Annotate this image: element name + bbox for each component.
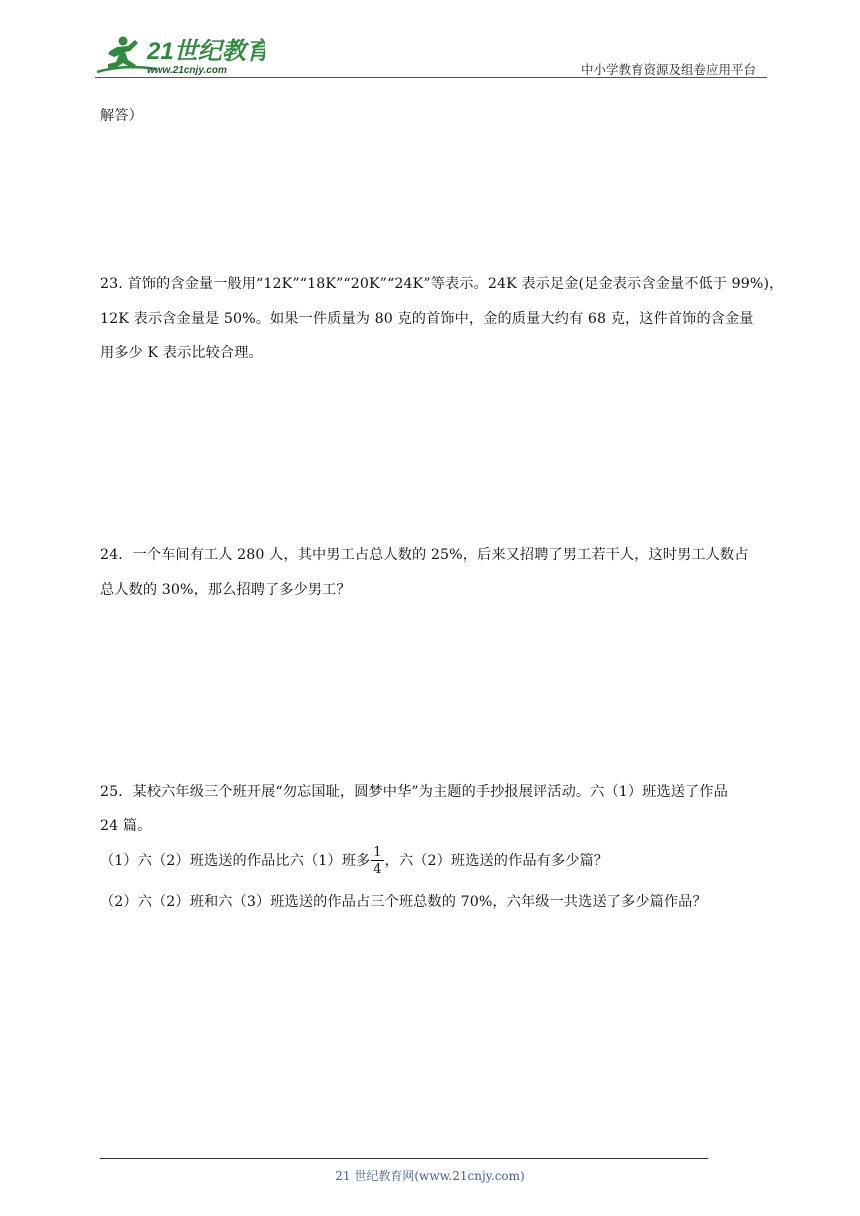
question-24-line-2: 总人数的 30%，那么招聘了多少男工？	[100, 582, 351, 598]
question-25-sub-1	[100, 846, 608, 876]
sub-1-text-before: （1）六（2）班选送的作品比六（1）班多	[100, 853, 371, 869]
question-25-line-1: 25．某校六年级三个班开展“勿忘国耻，圆梦中华”为主题的手抄报展评活动。六（1）班选送了作品	[100, 784, 728, 800]
question-25-line-2: 24 篇。	[100, 818, 152, 834]
previous-question-tail: 解答）	[100, 108, 143, 124]
logo-url-text: www.21cnjy.com	[147, 65, 227, 76]
site-logo	[95, 34, 265, 78]
question-23-line-3: 用多少 K 表示比较合理。	[100, 345, 263, 361]
fraction-numerator: 1	[373, 845, 382, 860]
footer-link[interactable]: 21 世纪教育网(www.21cnjy.com)	[335, 1169, 525, 1183]
runner-logo-icon	[95, 34, 265, 78]
platform-name: 中小学教育资源及组卷应用平台	[580, 62, 756, 77]
logo-text: 21世纪教育	[147, 38, 265, 65]
question-23-line-2: 12K 表示含金量是 50%。如果一件质量为 80 克的首饰中，金的质量大约有 68 克，这件首饰的含金量	[100, 311, 754, 327]
fraction-one-quarter	[371, 846, 383, 876]
footer-divider	[100, 1158, 708, 1159]
fraction-denominator: 4	[373, 862, 382, 877]
question-23-line-1: 23. 首饰的含金量一般用“12K”“18K”“20K”“24K”等表示。24K 表示足金(足金表示含金量不低于 99%)，	[100, 276, 784, 292]
header-divider	[95, 77, 767, 78]
sub-1-text-after: ，六（2）班选送的作品有多少篇？	[384, 853, 609, 869]
question-24-line-1: 24．一个车间有工人 280 人，其中男工占总人数的 25%，后来又招聘了男工若干人，这时男工人数占	[100, 547, 749, 563]
question-25-sub-2: （2）六（2）班和六（3）班选送的作品占三个班总数的 70%，六年级一共选送了多少篇作品？	[100, 894, 707, 910]
